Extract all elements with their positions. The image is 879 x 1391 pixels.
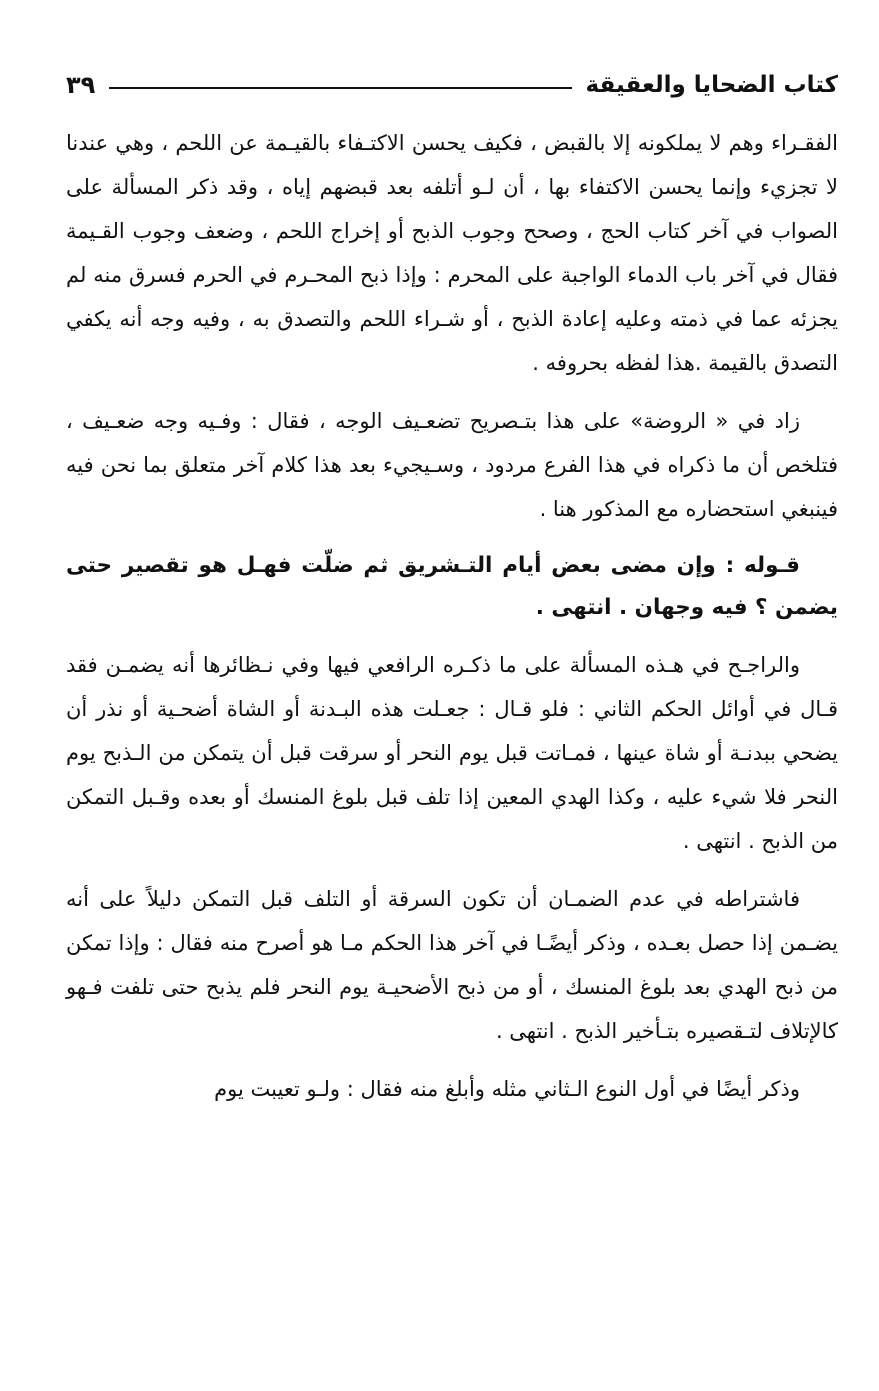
page-body (66, 121, 838, 1125)
paragraph-condition: فاشتراطه في عدم الضمـان أن تكون السرقة أو التلف قبل التمكن دليلاً على أنه يضـمن إذا حصل بعـده ، وذكر أيضًـا في آخر هذا الحكم مـا هو أصرح منه فقال : وإذا تمكن من ذبح الهدي بعد بلوغ المنسك ، أو من ذبح الأضحيـة يوم النحر فلم يذبح حتى تلفت فـهو كالإتلاف لتـقصيره بتـأخير الذبح . انتهى . (66, 887, 838, 1043)
page-header (66, 62, 838, 108)
paragraph-rawda: زاد في « الروضة» على هذا بتـصريح تضعـيف الوجه ، فقال : وفـيه وجه ضعـيف ، فتلخص أن ما ذكراه في هذا الفرع مردود ، وسـيجيء بعد هذا كلام آخر متعلق بما نحن فيه فينبغي استحضاره مع المذكور هنا . (66, 409, 838, 521)
paragraph-second-type: وذكر أيضًا في أول النوع الـثاني مثله وأبلغ منه فقال : ولـو تعيبت يوم (214, 1077, 800, 1101)
book-title: كتاب الضحايا والعقيقة (585, 72, 838, 98)
header-rule (109, 87, 571, 89)
page-number: ٣٩ (66, 71, 96, 99)
paragraph-continuation: الفقـراء وهم لا يملكونه إلا بالقبض ، فكيف يحسن الاكتـفاء بالقيـمة عن اللحم ، وهي عندنا لا تجزيء وإنما يحسن الاكتفاء بها ، أن لـو أتلفه بعد قبضهم إياه ، وقد ذكر المسألة على الصواب في آخر كتاب الحج ، وصحح وجوب الذبح أو إخراج اللحم ، وضعف وجوب القـيمة فقال في آخر باب الدماء الواجبة على المحرم : وإذا ذبح المحـرم في الحرم فسرق منه لم يجزئه عما في ذمته وعليه إعادة الذبح ، أو شـراء اللحم والتصدق به ، وفيه وجه أنه يكفي التصدق بالقيمة .هذا لفظه بحروفه . (66, 131, 838, 375)
paragraph-preferred-view: والراجـح في هـذه المسألة على ما ذكـره الرافعي فيها وفي نـظائرها أنه يضمـن فقد قـال في أوائل الحكم الثاني : فلو قـال : جعـلت هذه البـدنة أو الشاة أضحـية أو نذر أن يضحي ببدنـة أو شاة عينها ، فمـاتت قبل يوم النحر أو سرقت قبل أن يتمكن من الـذبح يوم النحر فلا شيء عليه ، وكذا الهدي المعين إذا تلف قبل بلوغ المنسك أو بعده وقـبل التمكن من الذبح . انتهى . (66, 653, 838, 853)
quoted-statement: قـوله : وإن مضى بعض أيام التـشريق ثم ضلّت فهـل هو تقصير حتى يضمن ؟ فيه وجهان . انتهى . (66, 553, 838, 620)
